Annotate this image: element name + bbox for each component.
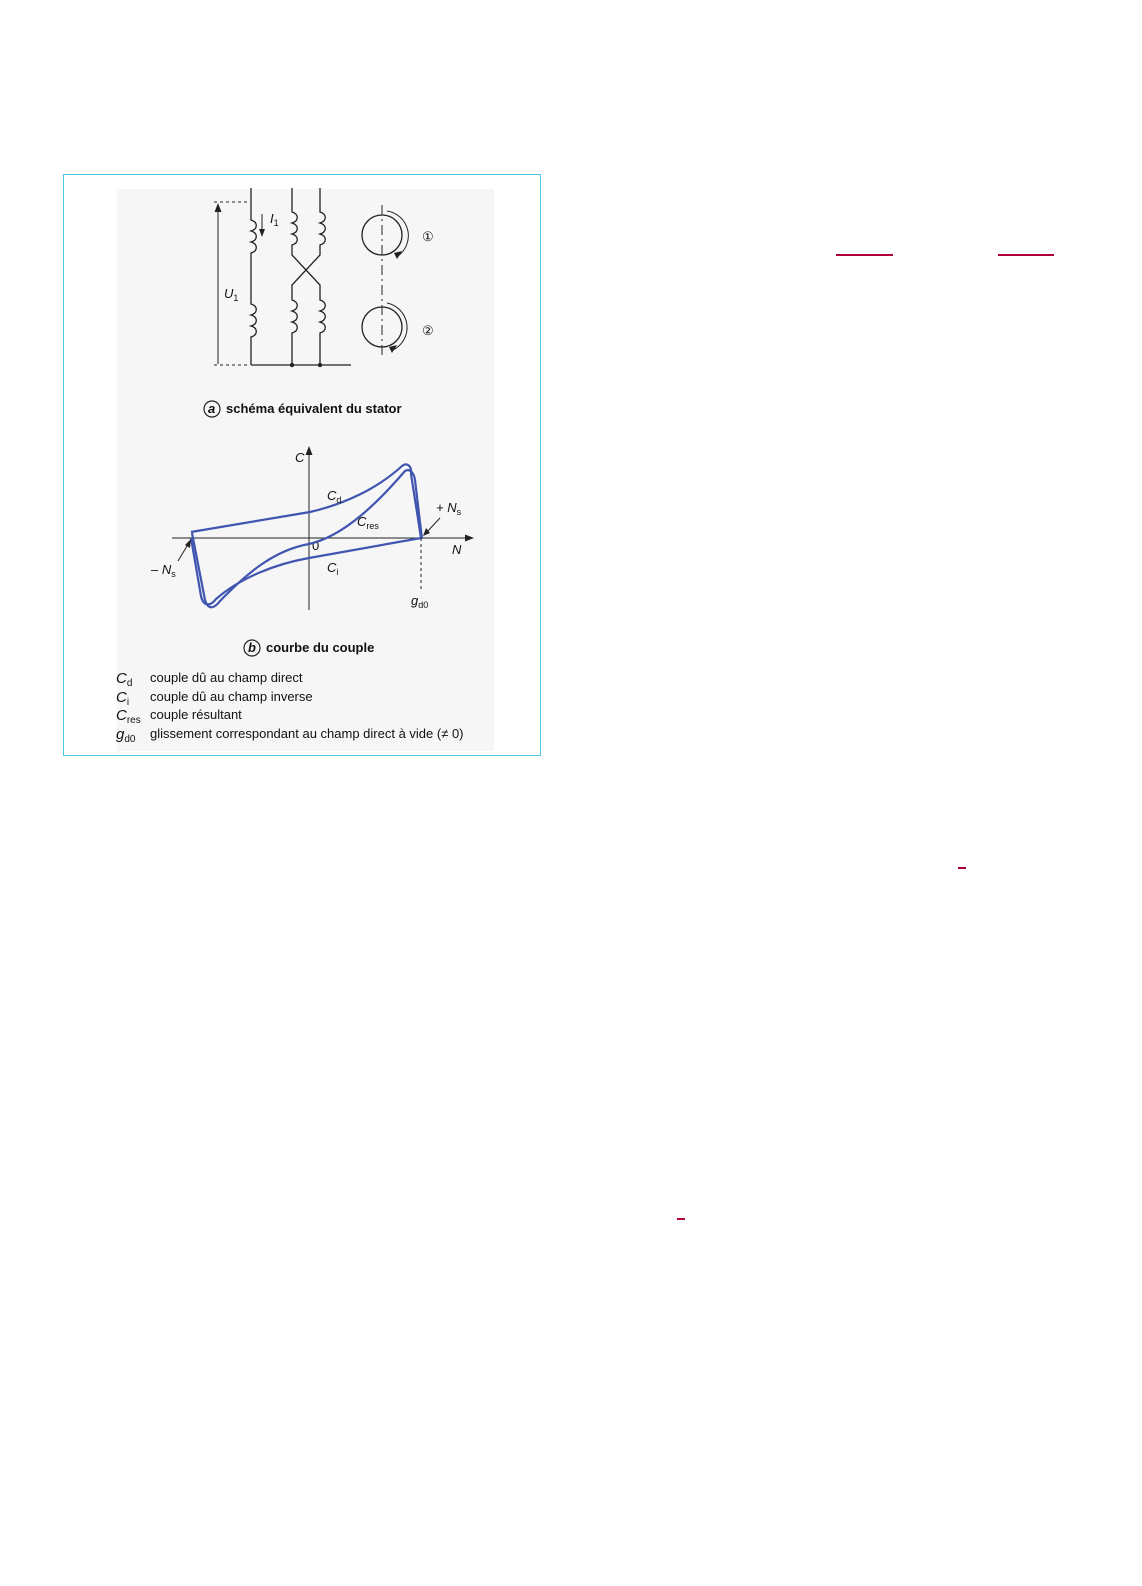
caption-b: courbe du couple (266, 640, 375, 655)
x-axis-label: N (452, 542, 462, 557)
ci-label: $C_i$ (327, 560, 339, 577)
origin-label: 0 (312, 538, 320, 553)
legend-text: couple résultant (150, 707, 242, 722)
legend-row (116, 707, 536, 726)
legend-text: glissement correspondant au champ direct à vide (≠ 0) (150, 725, 464, 741)
link-underline-mark[interactable] (677, 1218, 685, 1220)
legend-symbol: $C_i$ (116, 688, 130, 708)
caption-a-letter: a (208, 401, 216, 416)
field-number-1: ① (422, 229, 434, 244)
cd-curve (191, 464, 421, 538)
link-underline-mark[interactable] (998, 254, 1054, 256)
link-underline-mark[interactable] (836, 254, 893, 256)
minus-ns-label: – $N_s$ (151, 562, 176, 579)
crossed-winding-1 (292, 188, 325, 365)
current-arrow-icon (259, 229, 265, 237)
caption-b-letter: b (248, 640, 256, 655)
legend-text: couple dû au champ direct (150, 670, 303, 685)
legend-row (116, 670, 536, 689)
gd0-label: $g_{d0}$ (411, 593, 429, 610)
torque-chart (150, 446, 474, 656)
field-number-2: ② (422, 323, 434, 338)
arrow-head-icon (215, 203, 222, 212)
field-2-rotation-arrow (387, 303, 407, 350)
voltage-label: $U_1$ (224, 286, 239, 303)
legend-symbol: $C_{res}$ (116, 707, 141, 726)
caption-a: schéma équivalent du stator (226, 401, 402, 416)
legend-text: couple dû au champ inverse (150, 688, 313, 704)
legend-symbol: $C_d$ (116, 670, 133, 689)
link-underline-mark[interactable] (958, 867, 966, 869)
legend-row (116, 726, 536, 745)
figure-legend (116, 670, 536, 744)
legend-row (116, 689, 536, 708)
cres-label: $C_{res}$ (357, 514, 379, 531)
plus-ns-label: + $N_s$ (436, 500, 462, 517)
y-axis-label: C (295, 450, 305, 465)
field-1-rotation-arrow (387, 211, 408, 256)
cd-label: $C_d$ (327, 488, 342, 505)
stator-schematic (204, 188, 434, 417)
main-winding (251, 188, 256, 365)
legend-symbol: $g_{d0}$ (116, 725, 136, 745)
cres-curve (192, 470, 422, 607)
current-label: $I_1$ (270, 211, 279, 228)
